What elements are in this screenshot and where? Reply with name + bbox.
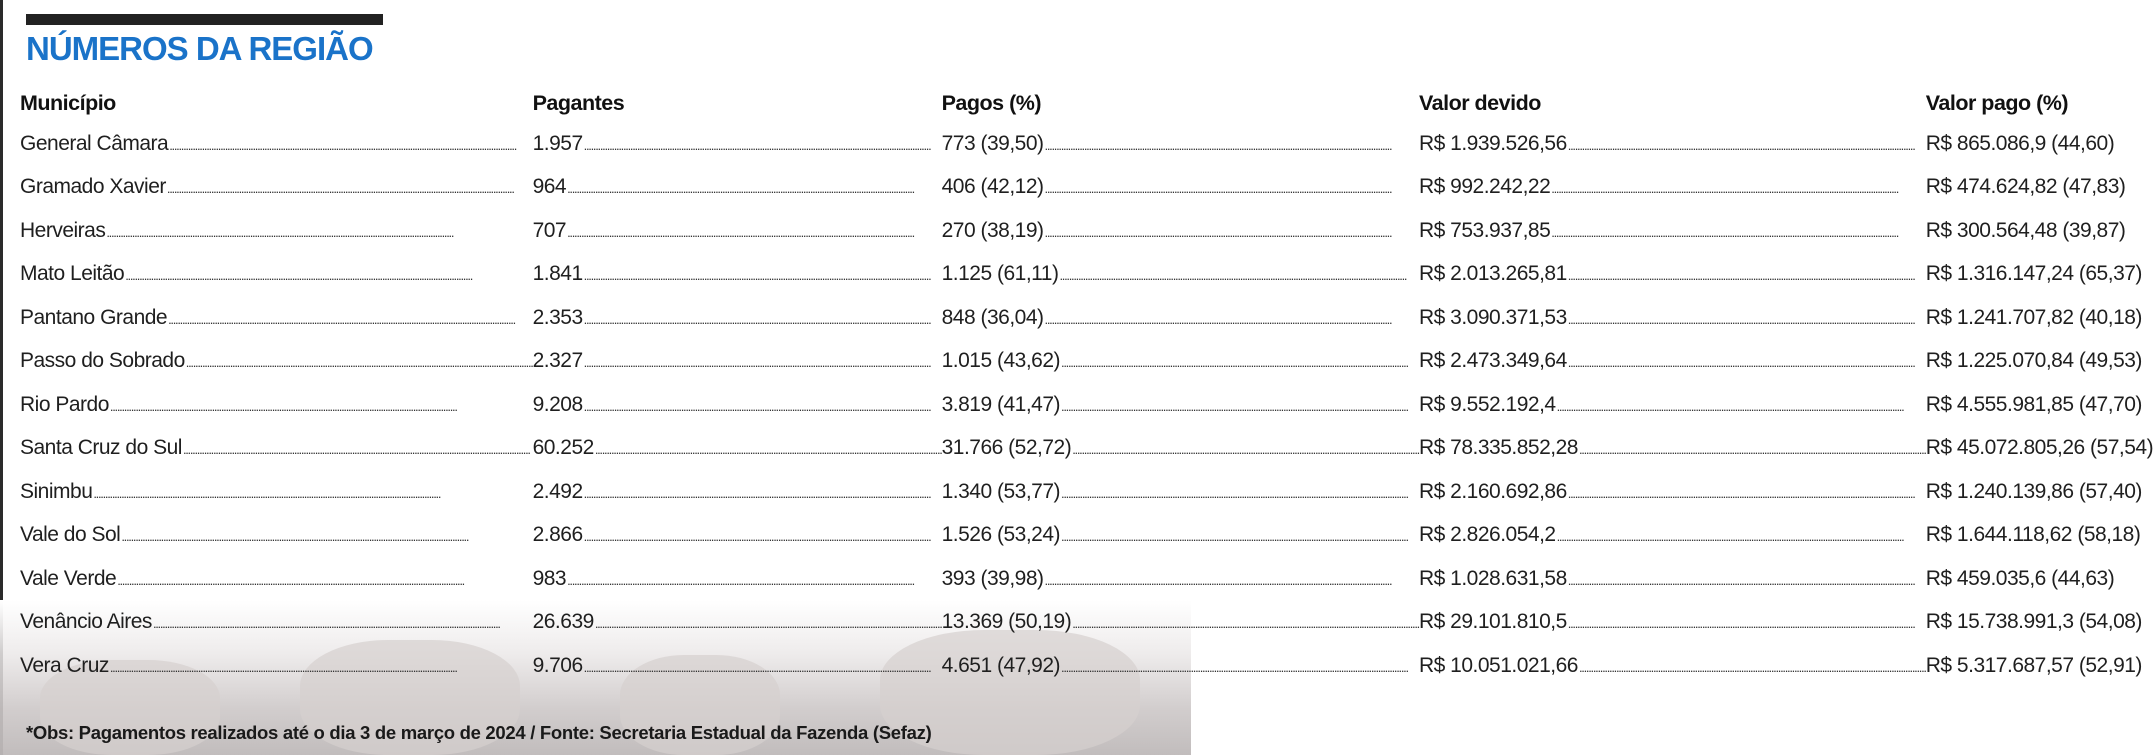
cell-value: 9.706	[532, 653, 583, 677]
dot-leader	[1568, 138, 1926, 153]
dot-leader	[1568, 486, 1926, 501]
table-cell-pagantes	[533, 644, 942, 688]
table-cell-valor-pago	[1926, 427, 2153, 471]
dot-leader	[106, 225, 532, 240]
dot-leader	[1045, 225, 1419, 240]
table-cell-pagos	[942, 601, 1419, 645]
dot-leader	[1568, 573, 1926, 588]
dot-leader	[1045, 138, 1419, 153]
table-row	[20, 601, 2153, 645]
dot-leader	[1551, 181, 1925, 196]
dot-leader	[1579, 442, 1926, 457]
dot-leader	[584, 529, 942, 544]
cell-value: 1.125 (61,11)	[941, 262, 1059, 286]
table-cell-pagos	[942, 122, 1419, 166]
cell-value: R$ 3.090.371,53	[1418, 305, 1567, 329]
dot-leader	[125, 268, 532, 283]
cell-value: General Câmara	[20, 131, 169, 155]
dot-leader	[1072, 616, 1419, 631]
cell-value: Gramado Xavier	[20, 175, 166, 199]
column-header-valor-devido: Valor devido	[1418, 90, 1541, 115]
dot-leader	[1568, 312, 1926, 327]
dot-leader	[153, 616, 533, 631]
column-header-pagantes: Pagantes	[532, 90, 625, 115]
table-header-row	[20, 84, 2153, 122]
table-cell-pagantes	[533, 601, 942, 645]
table-row	[20, 557, 2153, 601]
dot-leader	[584, 268, 942, 283]
cell-value: R$ 2.160.692,86	[1418, 479, 1567, 503]
dot-leader	[1061, 399, 1419, 414]
table-cell-pagos	[942, 514, 1419, 558]
dot-leader	[584, 660, 942, 675]
dot-leader	[567, 225, 941, 240]
dot-leader	[93, 486, 532, 501]
dot-leader	[110, 660, 533, 675]
cell-value: 983	[532, 566, 567, 590]
dot-leader	[167, 181, 533, 196]
cell-value: 2.353	[532, 305, 583, 329]
table-cell-valor-pago	[1926, 644, 2153, 688]
table-cell-municipio	[20, 427, 533, 471]
cell-value: R$ 2.826.054,2	[1418, 523, 1556, 547]
table-cell-municipio	[20, 340, 533, 384]
table-cell-pagantes	[533, 340, 942, 384]
table-cell-valor-devido	[1419, 557, 1926, 601]
dot-leader	[567, 573, 941, 588]
cell-value: R$ 753.937,85	[1418, 218, 1551, 242]
cell-value: 964	[532, 175, 567, 199]
table-cell-municipio	[20, 253, 533, 297]
dot-leader	[1045, 573, 1419, 588]
table-cell-pagos	[942, 296, 1419, 340]
cell-value: 1.015 (43,62)	[941, 349, 1061, 373]
cell-value: R$ 78.335.852,28	[1418, 436, 1578, 460]
table-cell-pagos	[942, 557, 1419, 601]
table-cell-pagantes	[533, 427, 942, 471]
table-cell-municipio	[20, 601, 533, 645]
cell-value: 1.340 (53,77)	[941, 479, 1061, 503]
footnote: *Obs: Pagamentos realizados até o dia 3 de março de 2024 / Fonte: Secretaria Estadual da Fazenda (Sefaz)	[26, 722, 932, 743]
cell-value: R$ 1.316.147,24 (65,37)	[1925, 262, 2142, 286]
table-cell-municipio	[20, 122, 533, 166]
table-row	[20, 122, 2153, 166]
cell-value: R$ 2.013.265,81	[1418, 262, 1567, 286]
dot-leader	[1568, 355, 1926, 370]
table-row	[20, 644, 2153, 688]
cell-value: R$ 9.552.192,4	[1418, 392, 1556, 416]
cell-value: 13.369 (50,19)	[941, 610, 1072, 634]
cell-value: R$ 15.738.991,3 (54,08)	[1925, 610, 2142, 634]
cell-value: R$ 865.086,9 (44,60)	[1925, 131, 2115, 155]
table-cell-valor-devido	[1419, 427, 1926, 471]
cell-value: R$ 474.624,82 (47,83)	[1925, 175, 2126, 199]
cell-value: 773 (39,50)	[941, 131, 1044, 155]
cell-value: R$ 1.939.526,56	[1418, 131, 1567, 155]
cell-value: 60.252	[532, 436, 594, 460]
table-cell-valor-devido	[1419, 209, 1926, 253]
dot-leader	[1045, 181, 1419, 196]
table-cell-pagantes	[533, 209, 942, 253]
table-cell-valor-devido	[1419, 253, 1926, 297]
cell-value: 2.327	[532, 349, 583, 373]
table-cell-pagos	[942, 644, 1419, 688]
table-cell-valor-pago	[1926, 296, 2153, 340]
table-row	[20, 427, 2153, 471]
table-cell-valor-devido	[1419, 514, 1926, 558]
cell-value: 2.866	[532, 523, 583, 547]
cell-value: 270 (38,19)	[941, 218, 1044, 242]
column-header-pagos: Pagos (%)	[941, 90, 1042, 115]
dot-leader	[168, 312, 532, 327]
table-cell-valor-pago	[1926, 470, 2153, 514]
cell-value: R$ 1.225.070,84 (49,53)	[1925, 349, 2142, 373]
table-cell-municipio	[20, 557, 533, 601]
cell-value: 707	[532, 218, 567, 242]
cell-value: 4.651 (47,92)	[941, 653, 1061, 677]
table-cell-pagos	[942, 383, 1419, 427]
dot-leader	[110, 399, 533, 414]
cell-value: R$ 459.035,6 (44,63)	[1925, 566, 2115, 590]
dot-leader	[1557, 529, 1926, 544]
table-cell-valor-pago	[1926, 383, 2153, 427]
cell-value: Rio Pardo	[20, 392, 109, 416]
table-cell-valor-pago	[1926, 209, 2153, 253]
table-cell-municipio	[20, 514, 533, 558]
table-cell-valor-devido	[1419, 601, 1926, 645]
table-cell-valor-pago	[1926, 253, 2153, 297]
dot-leader	[584, 138, 942, 153]
dot-leader	[1072, 442, 1419, 457]
cell-value: 406 (42,12)	[941, 175, 1044, 199]
table-cell-valor-pago	[1926, 166, 2153, 210]
column-header-municipio: Município	[20, 90, 116, 115]
cell-value: R$ 1.240.139,86 (57,40)	[1925, 479, 2142, 503]
cell-value: Santa Cruz do Sul	[20, 436, 182, 460]
table-cell-pagantes	[533, 296, 942, 340]
cell-value: Vale Verde	[20, 566, 117, 590]
table-cell-pagos	[942, 209, 1419, 253]
table-row	[20, 166, 2153, 210]
table-body	[20, 122, 2153, 688]
table-cell-municipio	[20, 166, 533, 210]
table-cell-pagantes	[533, 514, 942, 558]
cell-value: R$ 29.101.810,5	[1418, 610, 1567, 634]
dot-leader	[1551, 225, 1925, 240]
cell-value: 1.957	[532, 131, 583, 155]
table-cell-municipio	[20, 296, 533, 340]
table-row	[20, 340, 2153, 384]
cell-value: R$ 992.242,22	[1418, 175, 1551, 199]
table-cell-pagos	[942, 470, 1419, 514]
dot-leader	[584, 355, 942, 370]
cell-value: Vera Cruz	[20, 653, 109, 677]
cell-value: R$ 1.241.707,82 (40,18)	[1925, 305, 2142, 329]
dot-leader	[1061, 486, 1419, 501]
cell-value: 848 (36,04)	[941, 305, 1044, 329]
table-cell-valor-pago	[1926, 340, 2153, 384]
table-cell-municipio	[20, 383, 533, 427]
table-row	[20, 514, 2153, 558]
dot-leader	[169, 138, 532, 153]
table-cell-valor-devido	[1419, 340, 1926, 384]
cell-value: 2.492	[532, 479, 583, 503]
cell-value: R$ 4.555.981,85 (47,70)	[1925, 392, 2142, 416]
cell-value: 26.639	[532, 610, 594, 634]
cell-value: R$ 45.072.805,26 (57,54)	[1925, 436, 2153, 460]
table-cell-valor-devido	[1419, 166, 1926, 210]
dot-leader	[1061, 660, 1419, 675]
table-cell-pagantes	[533, 166, 942, 210]
dot-leader	[584, 312, 942, 327]
cell-value: Passo do Sobrado	[20, 349, 185, 373]
table-row	[20, 470, 2153, 514]
cell-value: 393 (39,98)	[941, 566, 1044, 590]
dot-leader	[595, 442, 942, 457]
cell-value: Pantano Grande	[20, 305, 168, 329]
cell-value: Herveiras	[20, 218, 106, 242]
table-cell-valor-devido	[1419, 470, 1926, 514]
cell-value: 3.819 (41,47)	[941, 392, 1061, 416]
table-cell-valor-devido	[1419, 296, 1926, 340]
dot-leader	[117, 573, 532, 588]
dot-leader	[1579, 660, 1926, 675]
dot-leader	[1045, 312, 1419, 327]
dot-leader	[595, 616, 942, 631]
cell-value: 31.766 (52,72)	[941, 436, 1072, 460]
section-top-bar	[26, 14, 383, 25]
table-cell-valor-pago	[1926, 122, 2153, 166]
table-cell-municipio	[20, 644, 533, 688]
dot-leader	[1061, 355, 1419, 370]
table-cell-valor-pago	[1926, 557, 2153, 601]
dot-leader	[121, 529, 532, 544]
table-row	[20, 253, 2153, 297]
table-row	[20, 383, 2153, 427]
cell-value: R$ 5.317.687,57 (52,91)	[1925, 653, 2142, 677]
table-cell-municipio	[20, 209, 533, 253]
cell-value: Sinimbu	[20, 479, 93, 503]
dot-leader	[1568, 616, 1926, 631]
dot-leader	[584, 486, 942, 501]
table-cell-pagos	[942, 340, 1419, 384]
table-cell-valor-pago	[1926, 514, 2153, 558]
table-cell-valor-devido	[1419, 122, 1926, 166]
table-row	[20, 296, 2153, 340]
cell-value: 1.526 (53,24)	[941, 523, 1061, 547]
table-cell-pagantes	[533, 557, 942, 601]
cell-value: 9.208	[532, 392, 583, 416]
table-cell-pagantes	[533, 122, 942, 166]
cell-value: 1.841	[532, 262, 583, 286]
dot-leader	[584, 399, 942, 414]
table-cell-valor-devido	[1419, 644, 1926, 688]
table-row	[20, 209, 2153, 253]
cell-value: R$ 2.473.349,64	[1418, 349, 1567, 373]
dot-leader	[1059, 268, 1419, 283]
cell-value: R$ 10.051.021,66	[1418, 653, 1578, 677]
cell-value: Venâncio Aires	[20, 610, 152, 634]
cell-value: Vale do Sol	[20, 523, 121, 547]
table-cell-pagantes	[533, 383, 942, 427]
cell-value: R$ 300.564,48 (39,87)	[1925, 218, 2126, 242]
table-cell-pagantes	[533, 470, 942, 514]
dot-leader	[567, 181, 941, 196]
table-cell-pagos	[942, 427, 1419, 471]
table-cell-pagos	[942, 166, 1419, 210]
table-cell-valor-devido	[1419, 383, 1926, 427]
table-cell-municipio	[20, 470, 533, 514]
table-cell-pagos	[942, 253, 1419, 297]
cell-value: R$ 1.644.118,62 (58,18)	[1925, 523, 2141, 547]
dot-leader	[1061, 529, 1419, 544]
dot-leader	[186, 355, 533, 370]
table-cell-pagantes	[533, 253, 942, 297]
dot-leader	[1557, 399, 1926, 414]
section-heading: NÚMEROS DA REGIÃO	[26, 30, 373, 67]
column-header-valor-pago: Valor pago (%)	[1925, 90, 2069, 115]
data-table	[20, 84, 2153, 688]
dot-leader	[183, 442, 533, 457]
table-cell-valor-pago	[1926, 601, 2153, 645]
cell-value: R$ 1.028.631,58	[1418, 566, 1567, 590]
dot-leader	[1568, 268, 1926, 283]
cell-value: Mato Leitão	[20, 262, 125, 286]
